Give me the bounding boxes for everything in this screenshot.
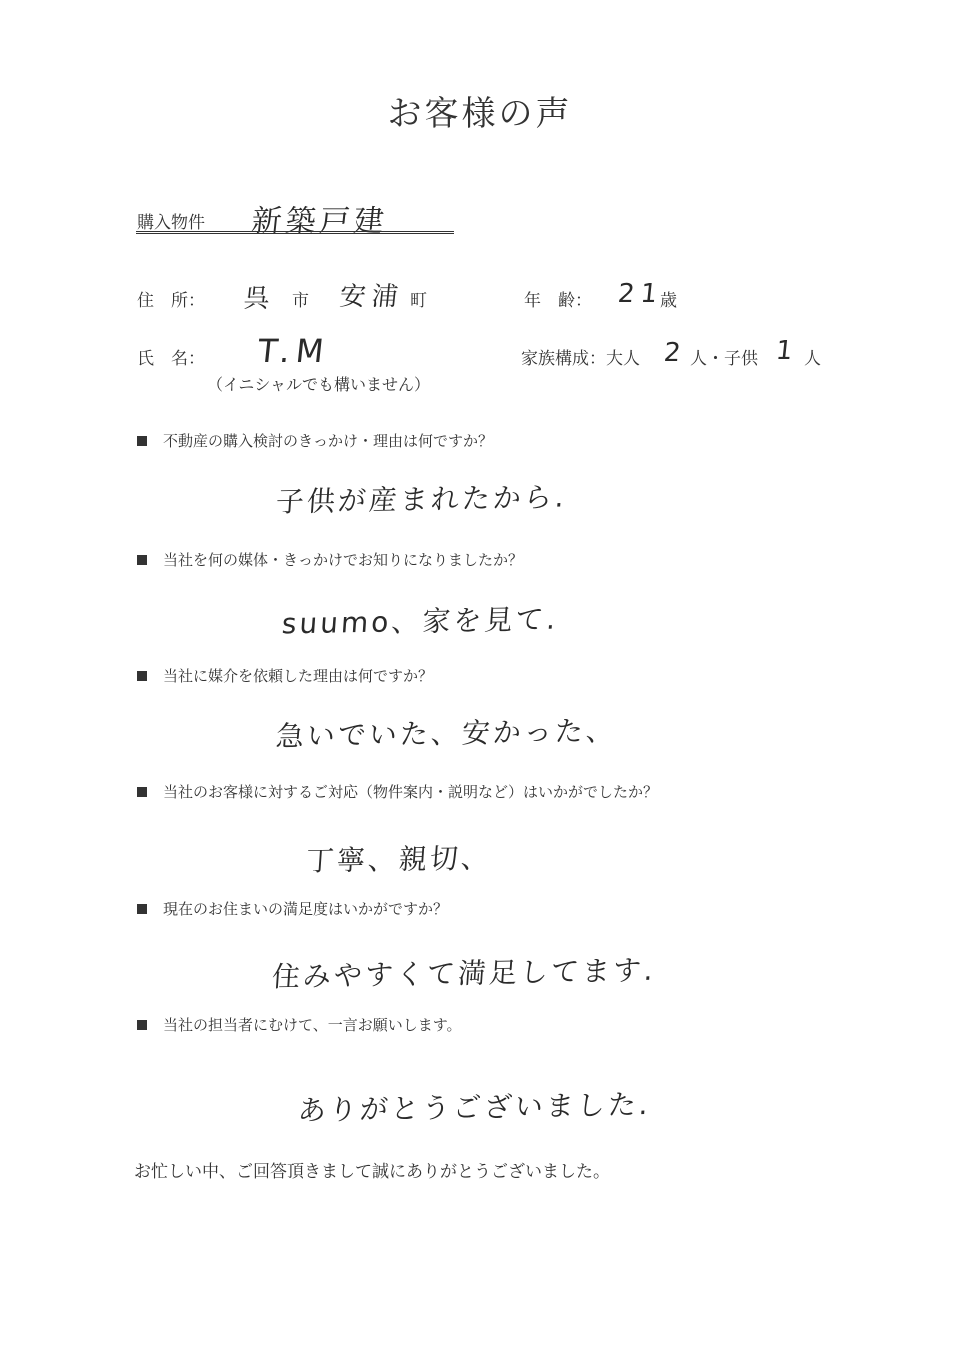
family-children: 1 — [774, 336, 801, 366]
address-label: 住 所： — [137, 291, 205, 311]
bullet-square-icon — [137, 904, 147, 914]
question-4 — [137, 781, 658, 802]
question-1 — [137, 430, 493, 451]
question-text: 現在のお住まいの満足度はいかがですか？ — [163, 900, 449, 918]
question-text: 当社に媒介を依頼した理由は何ですか？ — [163, 667, 434, 685]
bullet-square-icon — [137, 555, 147, 565]
question-text: 当社のお客様に対するご対応（物件案内・説明など）はいかがでしたか？ — [163, 783, 659, 801]
question-2 — [137, 549, 523, 570]
property-underline — [136, 231, 454, 234]
bullet-square-icon — [137, 1020, 147, 1030]
question-6 — [137, 1014, 462, 1035]
answer-6: ありがとうございました. — [296, 1087, 652, 1128]
address-town-handwritten: 安浦 — [338, 282, 406, 312]
answer-2: suumo、家を見て. — [280, 602, 560, 641]
answer-5: 住みやすくて満足してます. — [270, 953, 657, 994]
age-suffix: 歳 — [660, 291, 677, 311]
name-note: （イニシャルでも構いません） — [207, 375, 431, 394]
bullet-square-icon — [137, 436, 147, 446]
question-3 — [137, 665, 433, 686]
family-suffix: 人 — [804, 349, 821, 369]
family-mid: 人・子供 — [690, 349, 758, 369]
bullet-square-icon — [137, 671, 147, 681]
question-text: 当社の担当者にむけて、一言お願いします。 — [163, 1016, 462, 1034]
family-adults: 2 — [662, 338, 689, 368]
name-value: T.M — [256, 332, 332, 370]
address-city-handwritten: 呉 — [242, 284, 278, 314]
question-5 — [137, 898, 448, 919]
address-city-suffix: 市 — [292, 291, 309, 311]
address-town-suffix: 町 — [410, 291, 427, 311]
answer-3: 急いでいた、安かった、 — [274, 714, 619, 754]
question-text: 当社を何の媒体・きっかけでお知りになりましたか？ — [163, 551, 524, 569]
bullet-square-icon — [137, 787, 147, 797]
name-label: 氏 名： — [137, 349, 205, 369]
question-text: 不動産の購入検討のきっかけ・理由は何ですか？ — [163, 432, 494, 450]
closing-message: お忙しい中、ご回答頂きまして誠にありがとうございました。 — [134, 1162, 610, 1182]
property-value: 新築戸建 — [249, 204, 390, 239]
answer-1: 子供が産まれたから. — [274, 480, 568, 519]
page-title: お客様の声 — [387, 94, 573, 134]
property-label: 購入物件 — [137, 213, 205, 233]
answer-4: 丁寧、親切、 — [304, 841, 494, 878]
age-value: 21 — [616, 279, 665, 309]
age-label: 年 齢： — [524, 291, 592, 311]
family-label: 家族構成：大人 — [521, 349, 640, 369]
